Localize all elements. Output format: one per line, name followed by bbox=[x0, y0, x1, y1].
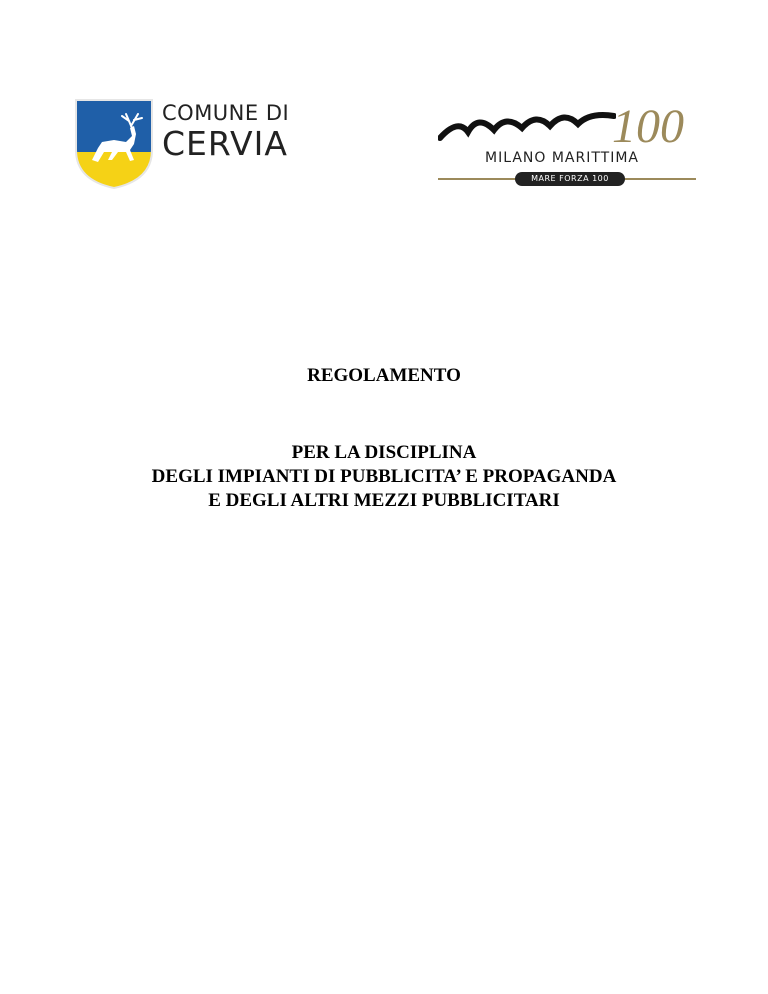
logo-number bbox=[608, 98, 698, 148]
wave-mark-icon bbox=[438, 108, 616, 148]
subtitle-line: PER LA DISCIPLINA bbox=[291, 442, 477, 463]
milano-marittima-logo bbox=[438, 100, 698, 190]
logo-tagline: MARE FORZA 100 bbox=[515, 172, 625, 186]
logo-number-text: 100 bbox=[612, 100, 684, 148]
milano-marittima-name: MILANO MARITTIMA bbox=[484, 150, 639, 166]
document-title: REGOLAMENTO bbox=[307, 365, 461, 386]
subtitle-line: DEGLI IMPIANTI DI PUBBLICITA’ E PROPAGANDA bbox=[151, 466, 617, 487]
comune-di-cervia-logo bbox=[74, 98, 304, 190]
subtitle-line: E DEGLI ALTRI MEZZI PUBBLICITARI bbox=[208, 490, 560, 511]
cervia-logo-line2: CERVIA bbox=[162, 124, 288, 163]
cervia-shield-icon bbox=[74, 98, 154, 190]
cervia-logo-line1: COMUNE DI bbox=[162, 101, 290, 125]
document-subtitle bbox=[0, 441, 768, 513]
